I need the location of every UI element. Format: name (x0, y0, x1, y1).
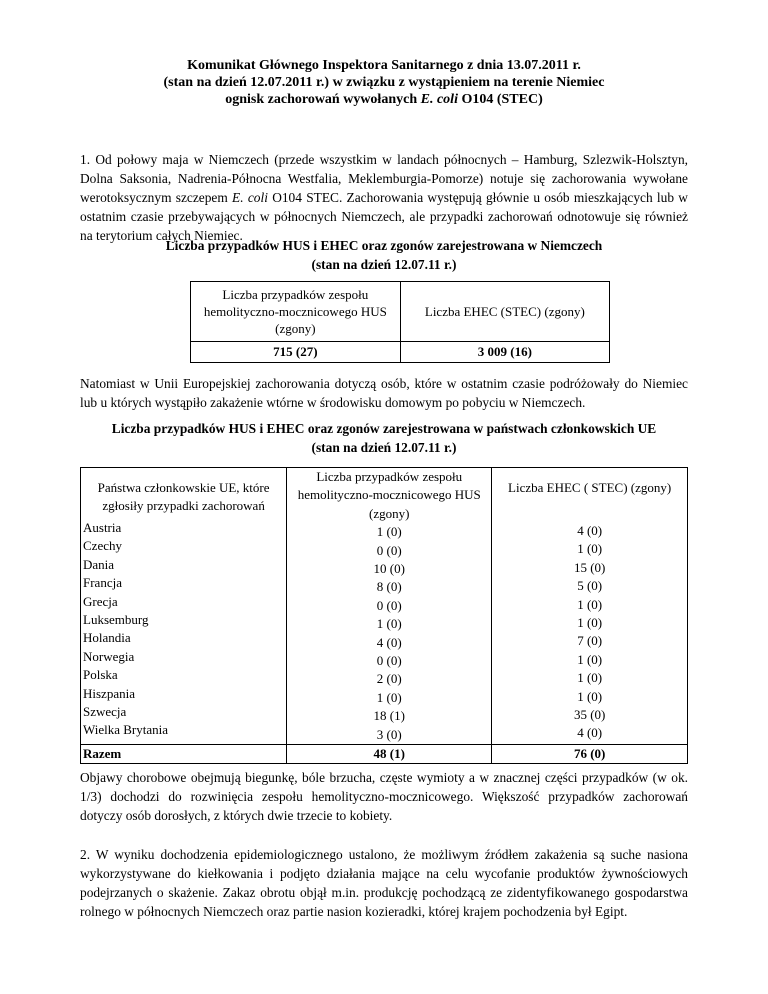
t2-hus-cell: 0 (0) (376, 653, 402, 669)
t2-hus-cell: 18 (1) (373, 708, 405, 724)
document-title (80, 57, 688, 108)
t2-hus-list (287, 523, 491, 744)
table-2-caption: Liczba przypadków HUS i EHEC oraz zgonów zarejestrowana w państwach członkowskich UE (stan na dzień 12.07.11 r.) (111, 421, 657, 455)
t2-ehec-cell: 4 (0) (577, 725, 603, 741)
t2-hus-cell: 3 (0) (376, 726, 402, 742)
t2-country-cell: Czechy (83, 538, 122, 554)
t2-country-cell: Grecja (83, 593, 118, 609)
t2-col-hus (287, 468, 492, 745)
t2-hus-cell: 2 (0) (376, 671, 402, 687)
t1-value-hus: 715 (27) (191, 342, 401, 363)
table-1-caption: Liczba przypadków HUS i EHEC oraz zgonów zarejestrowana w Niemczech (stan na dzień 12.07.11 r.) (165, 238, 603, 272)
t2-hus-cell: 1 (0) (376, 689, 402, 705)
t2-ehec-cell: 1 (0) (577, 670, 603, 686)
t2-ehec-cell: 1 (0) (577, 596, 603, 612)
t2-ehec-cell: 1 (0) (577, 615, 603, 631)
t2-hus-cell: 0 (0) (376, 542, 402, 558)
t2-ehec-cell: 15 (0) (573, 559, 606, 575)
t2-country-cell: Wielka Brytania (83, 722, 169, 738)
t2-header-ehec: Liczba EHEC ( STEC) (zgony) (508, 480, 672, 495)
title-line-3: ognisk zachorowań wywołanych E. coli O104 (STEC) (225, 92, 543, 107)
t2-ehec-cell: 5 (0) (577, 578, 603, 594)
t2-hus-cell: 8 (0) (376, 579, 402, 595)
t2-total-hus: 48 (1) (287, 745, 492, 764)
t2-country-cell: Francja (83, 575, 122, 591)
t2-ehec-list (492, 522, 687, 743)
title-line-1: Komunikat Głównego Inspektora Sanitarnego z dnia 13.07.2011 r. (187, 58, 581, 73)
t2-country-cell: Luksemburg (83, 612, 149, 628)
paragraph-1: 1. Od połowy maja w Niemczech (przede wszystkim w landach północnych – Hamburg, Szlezwik-Holsztyn, Dolna Saksonia, Nadrenia-Północna Westfalia, Meklemburgia-Pomorze) notuje się zachorowania wywołane werotoksycznym szczepem E. coli O104 STEC. Zachorowania występują głównie u osób mieszkających lub w ostatnim czasie przebywających w północnych Niemczech, ale przypadki zachorowań odnotowuje się również na terytorium całych Niemiec. (80, 152, 688, 243)
t1-header-ehec: Liczba EHEC (STEC) (zgony) (400, 282, 609, 342)
t2-ehec-cell: 4 (0) (577, 523, 603, 538)
t2-country-list (81, 519, 286, 740)
t2-header-country: Państwa członkowskie UE, które zgłosiły przypadki zachorowań (97, 480, 270, 514)
t2-country-cell: Polska (83, 667, 118, 683)
t2-ehec-cell: 1 (0) (577, 651, 603, 667)
paragraph-2: Natomiast w Unii Europejskiej zachorowania dotyczą osób, które w ostatnim czasie podróżowały do Niemiec lub u których wystąpiło zakażenie wtórne w środowisku domowym po pobyciu w Niemczech. (80, 376, 688, 410)
t1-header-hus: Liczba przypadków zespołu hemolityczno-mocznicowego HUS (zgony) (191, 282, 401, 342)
t2-country-cell: Holandia (83, 630, 131, 646)
t2-total-ehec: 76 (0) (492, 745, 688, 764)
t2-col-ehec (492, 468, 688, 745)
t2-country-cell: Austria (83, 520, 122, 535)
t2-col-country (81, 468, 287, 745)
t1-value-ehec: 3 009 (16) (400, 342, 609, 363)
t2-country-cell: Hiszpania (83, 685, 135, 701)
t2-country-cell: Dania (83, 556, 115, 572)
title-line-2: (stan na dzień 12.07.2011 r.) w związku z wystąpieniem na terenie Niemiec (163, 75, 605, 90)
t2-country-cell: Norwegia (83, 648, 135, 664)
t2-country-cell: Szwecja (83, 704, 127, 720)
t2-header-hus: Liczba przypadków zespołu hemolityczno-mocznicowego HUS (zgony) (297, 469, 481, 521)
paragraph-4: 2. W wyniku dochodzenia epidemiologicznego ustalono, że możliwym źródłem zakażenia są suche nasiona wykorzystywane do kiełkowania i podjęto działania mające na celu wycofanie produktów żywnościowych podejrzanych o skażenie. Zakaz obrotu objął m.in. produkcję pochodzącą ze zidentyfikowanego gospodarstwa rolnego w północnych Niemczech oraz partie nasion kozieradki, której krajem pochodzenia był Egipt. (80, 847, 688, 919)
t2-total-row (81, 745, 688, 764)
t2-hus-cell: 0 (0) (376, 597, 402, 613)
t2-total-label: Razem (81, 745, 287, 764)
t2-ehec-cell: 1 (0) (577, 541, 603, 557)
t2-hus-cell: 4 (0) (376, 634, 402, 650)
eu-cases-table (80, 467, 688, 764)
t2-hus-cell: 1 (0) (376, 616, 402, 632)
t2-ehec-cell: 35 (0) (573, 707, 606, 723)
t2-ehec-cell: 1 (0) (577, 688, 603, 704)
t2-ehec-cell: 7 (0) (577, 633, 603, 649)
t2-hus-cell: 10 (0) (373, 561, 405, 577)
t2-hus-cell: 1 (0) (376, 524, 402, 540)
germany-cases-table (190, 281, 610, 363)
paragraph-3: Objawy chorobowe obejmują biegunkę, bóle brzucha, częste wymioty a w znacznej części przypadków (w ok. 1/3) dochodzi do rozwinięcia zespołu hemolityczno-mocznicowego. Większość przypadków zachorowań dotyczy osób dorosłych, z których dwie trzecie to kobiety. (80, 770, 688, 823)
